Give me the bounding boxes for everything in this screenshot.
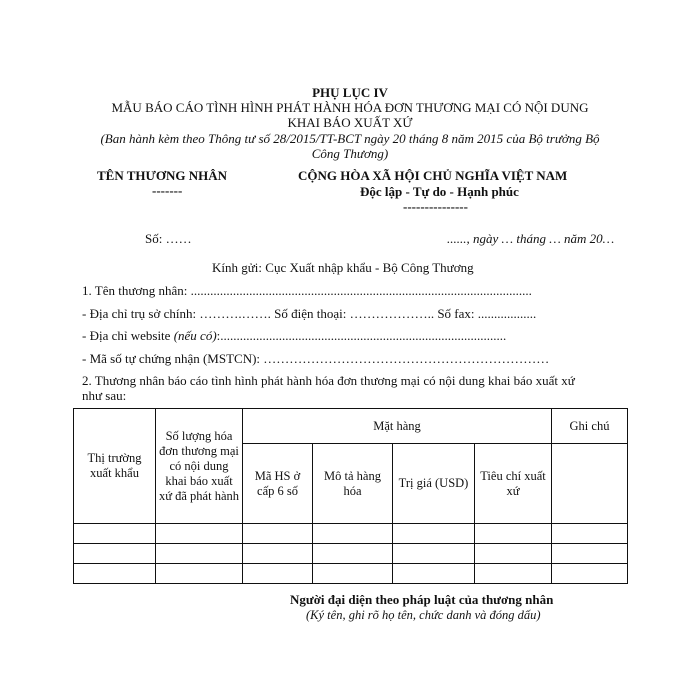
table-header-row <box>74 409 628 444</box>
recipient-line: Kính gửi: Cục Xuất nhập khẩu - Bộ Công Thương <box>212 260 474 275</box>
table-cell <box>243 544 313 564</box>
table-cell <box>74 564 156 584</box>
signature-note: (Ký tên, ghi rõ họ tên, chức danh và đóng dấu) <box>306 608 541 622</box>
motto-dashes: --------------- <box>403 199 468 214</box>
appendix-title: PHỤ LỤC IV <box>312 85 388 100</box>
table-cell <box>393 564 475 584</box>
document-date: ......, ngày … tháng … năm 20… <box>447 231 615 246</box>
report-statement-line1: 2. Thương nhân báo cáo tình hình phát hành hóa đơn thương mại có nội dung khai báo xuất xứ <box>82 373 575 388</box>
header-goods: Mặt hàng <box>243 409 552 444</box>
trader-name-heading: TÊN THƯƠNG NHÂN <box>97 168 228 183</box>
nation-heading: CỘNG HÒA XÃ HỘI CHỦ NGHĨA VIỆT NAM <box>298 168 568 183</box>
trader-name-field: 1. Tên thương nhân: ......................................................................................................... <box>82 283 532 298</box>
table-cell <box>313 564 393 584</box>
table-cell <box>393 544 475 564</box>
header-quantity: Số lượng hóa đơn thương mại có nội dung khai báo xuất xứ đã phát hành <box>156 409 243 524</box>
table-cell <box>475 564 552 584</box>
table-row <box>74 524 628 544</box>
table-cell <box>552 544 628 564</box>
report-statement-line2: như sau: <box>82 388 127 403</box>
table-cell <box>74 544 156 564</box>
header-market: Thị trường xuất khẩu <box>74 409 156 524</box>
table-cell <box>552 524 628 544</box>
form-title-line1: MẪU BÁO CÁO TÌNH HÌNH PHÁT HÀNH HÓA ĐƠN THƯƠNG MẠI CÓ NỘI DUNG <box>111 100 589 115</box>
signature-title: Người đại diện theo pháp luật của thương nhân <box>290 592 554 607</box>
issuance-note-line2: Công Thương) <box>311 146 389 161</box>
motto: Độc lập - Tự do - Hạnh phúc <box>360 184 519 199</box>
table-cell <box>243 524 313 544</box>
subheader-value: Trị giá (USD) <box>393 444 475 524</box>
table-cell <box>475 544 552 564</box>
table-cell <box>475 524 552 544</box>
table-cell <box>74 524 156 544</box>
issuance-note <box>80 131 620 161</box>
table-cell <box>156 544 243 564</box>
table-cell <box>313 524 393 544</box>
subheader-description: Mô tả hàng hóa <box>313 444 393 524</box>
table-cell <box>313 544 393 564</box>
subheader-hs-code: Mã HS ở cấp 6 số <box>243 444 313 524</box>
table-cell <box>156 524 243 544</box>
issuance-note-line1: (Ban hành kèm theo Thông tư số 28/2015/TT-BCT ngày 20 tháng 8 năm 2015 của Bộ trưởng Bộ <box>100 131 600 146</box>
table-cell <box>243 564 313 584</box>
website-field <box>82 328 506 344</box>
note-cell <box>552 444 628 524</box>
subheader-criteria: Tiêu chí xuất xứ <box>475 444 552 524</box>
table-cell <box>552 564 628 584</box>
mstcn-field: - Mã số tự chứng nhận (MSTCN): ………………………………………………………… <box>82 351 550 366</box>
trader-dashes: ------- <box>152 183 183 198</box>
header-note: Ghi chú <box>552 409 628 444</box>
invoice-report-table <box>73 408 628 584</box>
table-cell <box>156 564 243 584</box>
website-optional-note: (nếu có) <box>173 328 217 343</box>
address-phone-fax-field: - Địa chỉ trụ sở chính: ……….……. Số điện thoại: ……………….. Số fax: .................. <box>82 306 537 321</box>
website-dots: :........................................................................................ <box>216 328 507 343</box>
form-title-line2: KHAI BÁO XUẤT XỨ <box>287 115 413 130</box>
document-number: Số: …… <box>145 231 192 246</box>
table-row <box>74 544 628 564</box>
table-cell <box>393 524 475 544</box>
website-label: - Địa chỉ website <box>82 328 174 343</box>
table-row <box>74 564 628 584</box>
